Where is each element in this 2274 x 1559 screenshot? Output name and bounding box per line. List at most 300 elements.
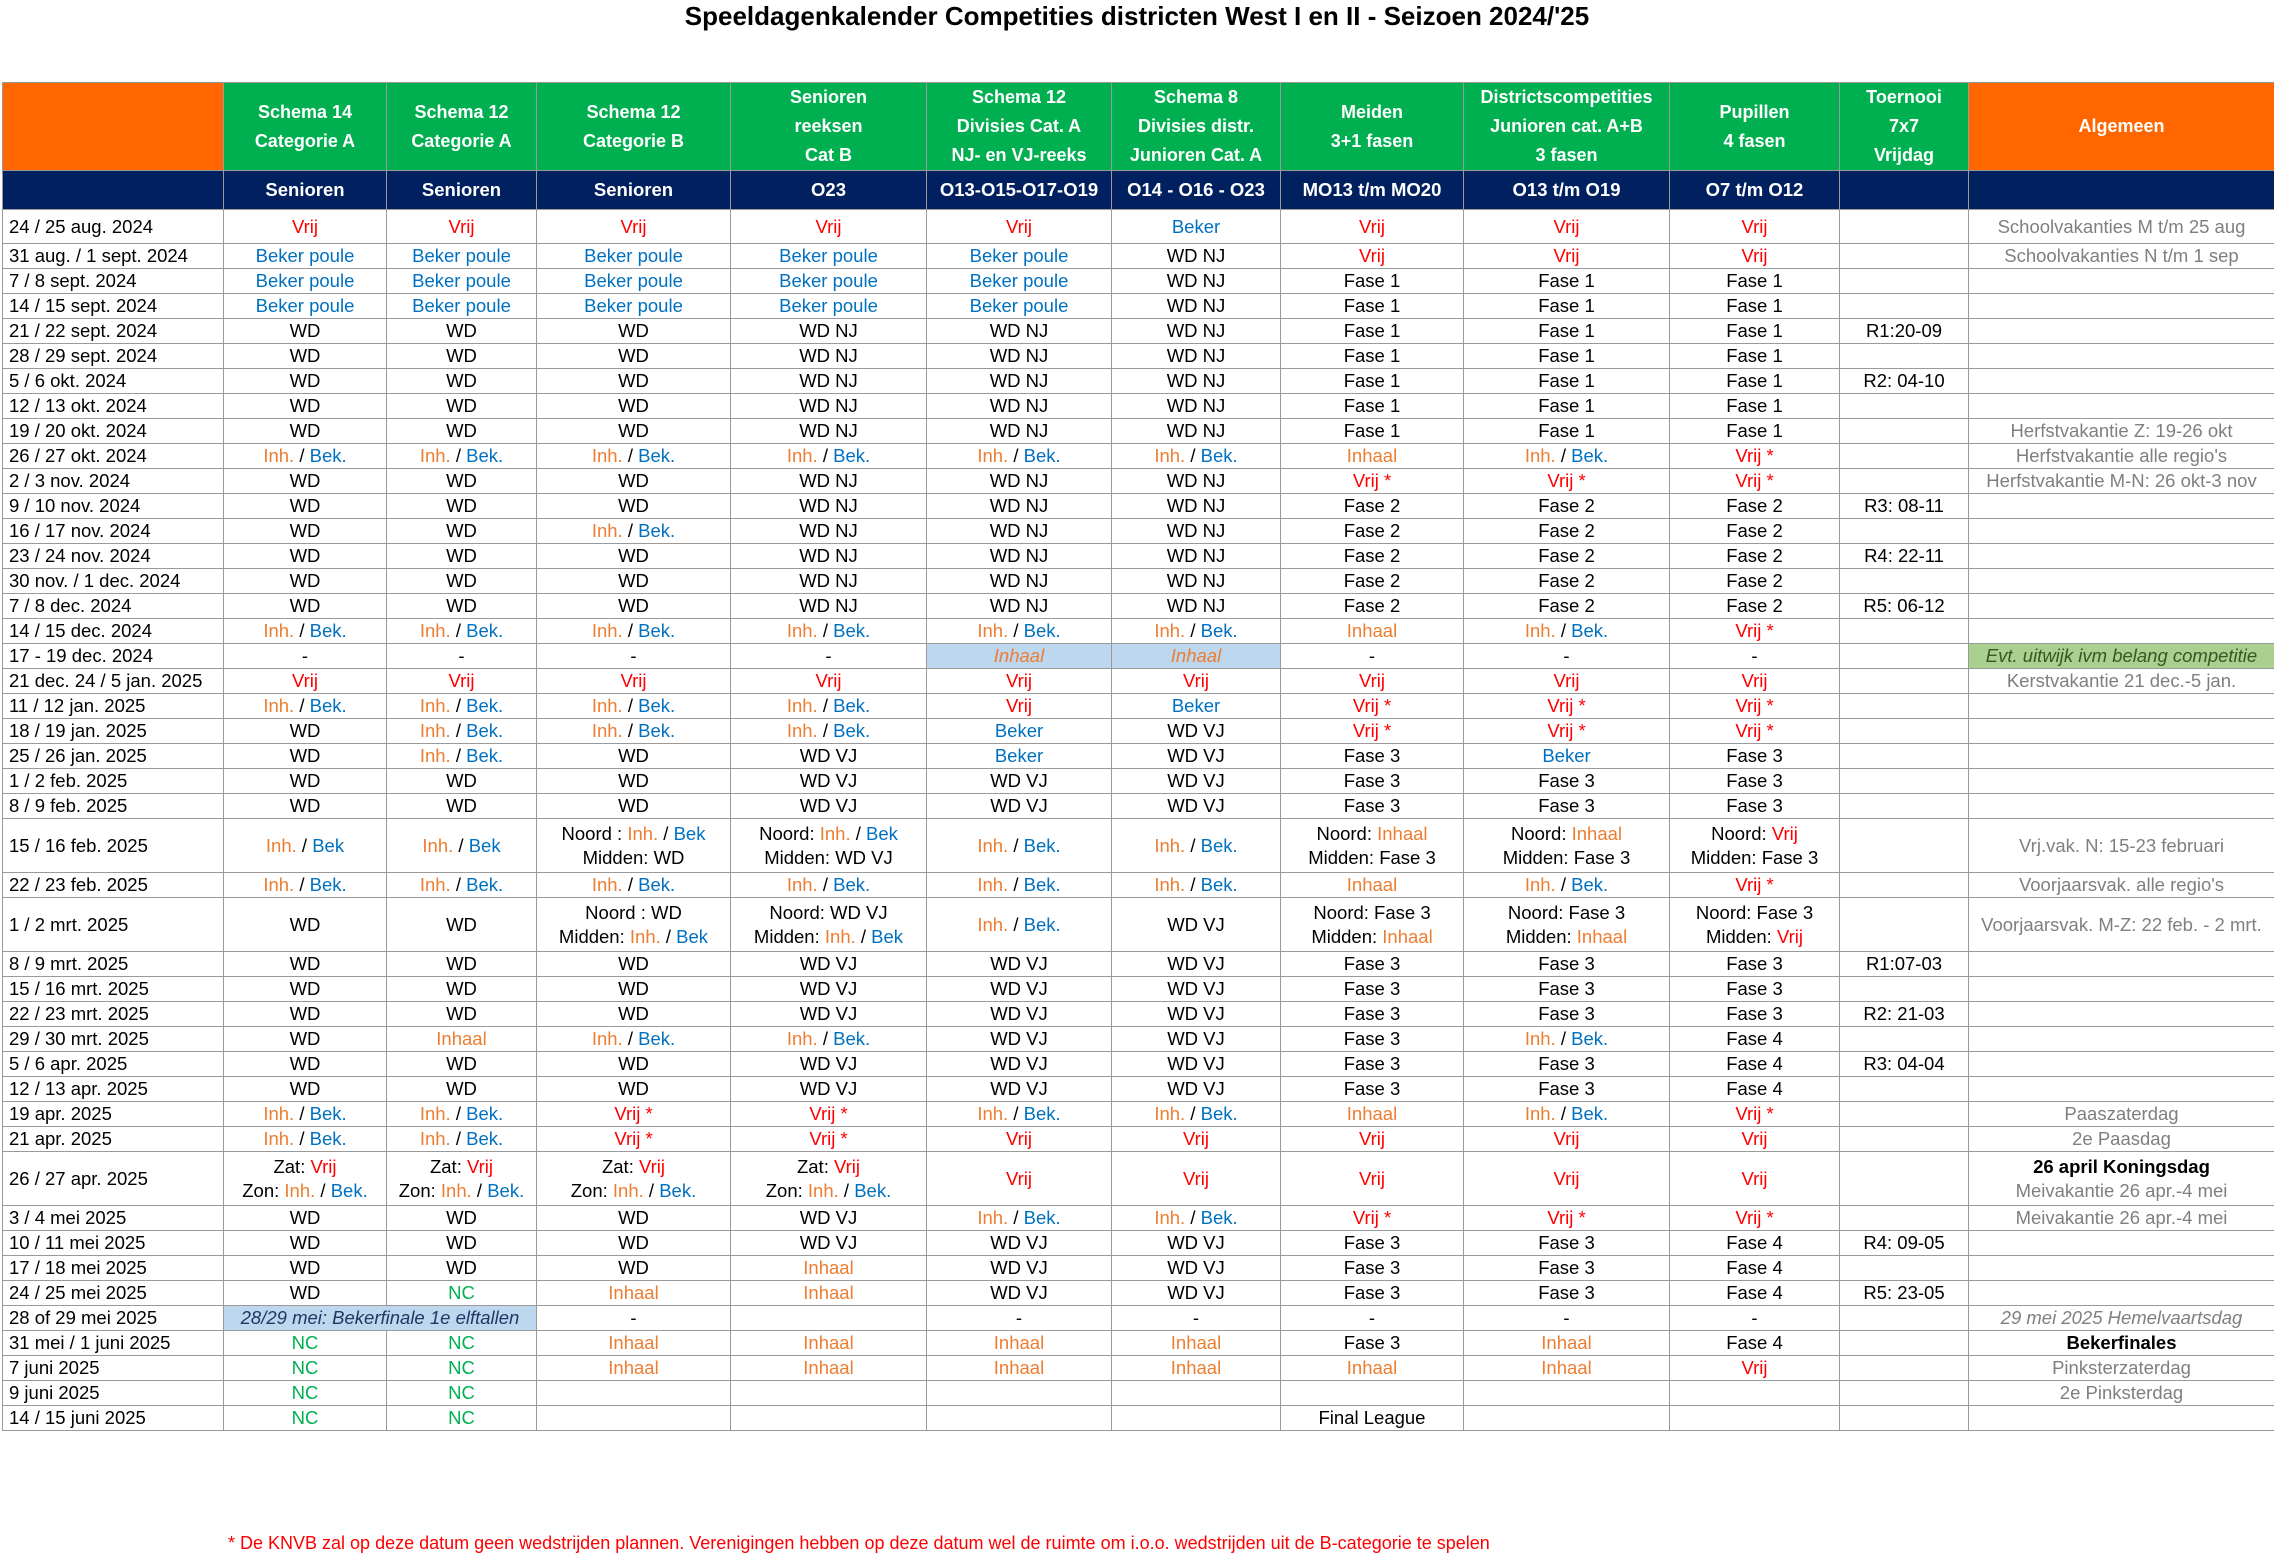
schedule-cell: WD <box>537 977 731 1002</box>
date-cell: 5 / 6 apr. 2025 <box>3 1052 224 1077</box>
schedule-cell: Fase 1 <box>1464 394 1670 419</box>
schedule-cell <box>1112 1381 1281 1406</box>
schedule-cell: WD VJ <box>927 952 1112 977</box>
schedule-cell: Beker poule <box>731 244 927 269</box>
schedule-cell: WD <box>387 1206 537 1231</box>
schedule-cell: Fase 3 <box>1281 1052 1464 1077</box>
schedule-cell: WD <box>224 1052 387 1077</box>
schedule-cell: NC <box>224 1356 387 1381</box>
date-cell: 21 apr. 2025 <box>3 1127 224 1152</box>
schedule-cell: Beker poule <box>537 244 731 269</box>
schedule-cell: Inh. / Bek. <box>731 444 927 469</box>
schedule-cell: Noord: Vrij Midden: Fase 3 <box>1670 819 1840 873</box>
schedule-cell: Fase 3 <box>1464 1231 1670 1256</box>
schedule-cell: Fase 1 <box>1670 344 1840 369</box>
schedule-cell: Fase 4 <box>1670 1281 1840 1306</box>
table-row <box>3 1281 2274 1306</box>
schedule-cell: WD <box>224 344 387 369</box>
schedule-cell <box>1840 1406 1969 1431</box>
schedule-cell: Fase 2 <box>1464 494 1670 519</box>
schedule-cell: WD <box>387 1002 537 1027</box>
schedule-cell <box>1840 1381 1969 1406</box>
schedule-cell: Vrij <box>731 210 927 244</box>
schedule-cell: WD <box>387 519 537 544</box>
schedule-cell <box>1969 294 2274 319</box>
date-cell: 7 / 8 sept. 2024 <box>3 269 224 294</box>
schedule-cell: Schoolvakanties N t/m 1 sep <box>1969 244 2274 269</box>
schedule-cell: WD VJ <box>927 1231 1112 1256</box>
schedule-cell: Inh. / Bek. <box>1464 873 1670 898</box>
schedule-cell: WD <box>387 544 537 569</box>
schedule-cell: Fase 2 <box>1464 544 1670 569</box>
schedule-cell: Inh. / Bek. <box>1464 1102 1670 1127</box>
schedule-cell: WD NJ <box>1112 594 1281 619</box>
schedule-cell: Fase 3 <box>1281 1331 1464 1356</box>
schedule-cell: Meivakantie 26 apr.-4 mei <box>1969 1206 2274 1231</box>
schedule-cell <box>1969 977 2274 1002</box>
schedule-cell: Fase 2 <box>1670 519 1840 544</box>
table-row <box>3 1002 2274 1027</box>
schedule-cell: WD NJ <box>927 594 1112 619</box>
column-subheader <box>1969 171 2274 210</box>
schedule-cell: Inhaal <box>1112 644 1281 669</box>
schedule-cell: NC <box>224 1331 387 1356</box>
table-row <box>3 1231 2274 1256</box>
schedule-cell: Beker <box>1112 210 1281 244</box>
schedule-cell: Inh. / Bek. <box>927 1102 1112 1127</box>
schedule-cell <box>1840 569 1969 594</box>
table-row <box>3 210 2274 244</box>
date-cell: 24 / 25 mei 2025 <box>3 1281 224 1306</box>
schedule-cell: Noord: WD VJ Midden: Inh. / Bek <box>731 898 927 952</box>
schedule-cell: Fase 3 <box>1464 1077 1670 1102</box>
date-cell: 29 / 30 mrt. 2025 <box>3 1027 224 1052</box>
table-row <box>3 519 2274 544</box>
schedule-cell: Inh. / Bek. <box>1112 1206 1281 1231</box>
schedule-cell: Beker poule <box>387 294 537 319</box>
column-header: Schema 14 Categorie A <box>224 83 387 171</box>
date-cell: 14 / 15 dec. 2024 <box>3 619 224 644</box>
schedule-cell <box>1840 444 1969 469</box>
schedule-cell: WD <box>387 1256 537 1281</box>
schedule-cell: WD NJ <box>731 419 927 444</box>
schedule-cell: Pinksterzaterdag <box>1969 1356 2274 1381</box>
schedule-cell: WD NJ <box>731 469 927 494</box>
schedule-cell <box>1840 769 1969 794</box>
schedule-cell: WD VJ <box>731 1206 927 1231</box>
schedule-cell: Vrij <box>1464 669 1670 694</box>
schedule-cell: Fase 3 <box>1464 794 1670 819</box>
schedule-cell: Zat: Vrij Zon: Inh. / Bek. <box>224 1152 387 1206</box>
column-subheader: Senioren <box>224 171 387 210</box>
schedule-cell: WD <box>537 769 731 794</box>
schedule-cell <box>731 1406 927 1431</box>
schedule-cell: - <box>1464 1306 1670 1331</box>
schedule-cell <box>1969 569 2274 594</box>
schedule-cell <box>1969 269 2274 294</box>
schedule-cell: R5: 23-05 <box>1840 1281 1969 1306</box>
schedule-cell: Vrij <box>537 210 731 244</box>
schedule-cell: Beker poule <box>927 294 1112 319</box>
schedule-cell: R4: 09-05 <box>1840 1231 1969 1256</box>
schedule-cell: WD <box>537 319 731 344</box>
schedule-cell: WD VJ <box>731 1052 927 1077</box>
table-row <box>3 1306 2274 1331</box>
schedule-cell: Fase 3 <box>1670 1002 1840 1027</box>
date-cell: 7 / 8 dec. 2024 <box>3 594 224 619</box>
schedule-cell: Vrij <box>1464 1127 1670 1152</box>
schedule-cell: - <box>1281 644 1464 669</box>
schedule-cell: - <box>387 644 537 669</box>
schedule-cell: Inh. / Bek. <box>927 819 1112 873</box>
date-cell: 9 / 10 nov. 2024 <box>3 494 224 519</box>
schedule-cell: NC <box>387 1331 537 1356</box>
schedule-cell: Inhaal <box>1281 1356 1464 1381</box>
schedule-cell: Inh. / Bek. <box>537 719 731 744</box>
schedule-cell: Vrij <box>1464 1152 1670 1206</box>
schedule-cell: Fase 3 <box>1464 769 1670 794</box>
table-row <box>3 1052 2274 1077</box>
schedule-cell: Fase 4 <box>1670 1331 1840 1356</box>
schedule-cell: R1:20-09 <box>1840 319 1969 344</box>
schedule-cell: Herfstvakantie M-N: 26 okt-3 nov <box>1969 469 2274 494</box>
schedule-cell: Vrij * <box>1670 619 1840 644</box>
table-row <box>3 544 2274 569</box>
table-body <box>3 210 2274 1431</box>
schedule-cell: WD <box>224 519 387 544</box>
schedule-cell: WD <box>537 1052 731 1077</box>
schedule-cell <box>537 1406 731 1431</box>
schedule-cell: Beker poule <box>224 244 387 269</box>
schedule-cell: Vrij * <box>731 1127 927 1152</box>
schedule-cell <box>1840 619 1969 644</box>
date-cell: 31 aug. / 1 sept. 2024 <box>3 244 224 269</box>
schedule-cell: Fase 1 <box>1281 344 1464 369</box>
schedule-cell: Inh. / Bek. <box>537 444 731 469</box>
table-row <box>3 369 2274 394</box>
schedule-cell: WD NJ <box>1112 469 1281 494</box>
schedule-cell: Fase 3 <box>1281 769 1464 794</box>
schedule-cell: WD <box>224 977 387 1002</box>
table-row <box>3 1127 2274 1152</box>
schedule-cell: Inhaal <box>537 1281 731 1306</box>
schedule-cell: Fase 3 <box>1670 744 1840 769</box>
table-row <box>3 469 2274 494</box>
schedule-cell: WD <box>387 369 537 394</box>
schedule-cell: Fase 2 <box>1281 519 1464 544</box>
schedule-cell: WD <box>537 1077 731 1102</box>
schedule-cell: Inhaal <box>1281 444 1464 469</box>
schedule-cell: WD <box>224 369 387 394</box>
schedule-cell: Fase 3 <box>1281 1256 1464 1281</box>
schedule-cell: Beker poule <box>731 294 927 319</box>
schedule-cell: - <box>1281 1306 1464 1331</box>
schedule-cell <box>1840 210 1969 244</box>
schedule-cell: Fase 2 <box>1464 569 1670 594</box>
table-row <box>3 1256 2274 1281</box>
schedule-cell: WD NJ <box>927 569 1112 594</box>
schedule-cell <box>1464 1381 1670 1406</box>
schedule-cell: Inh. / Bek. <box>731 1027 927 1052</box>
schedule-cell: WD VJ <box>1112 1256 1281 1281</box>
schedule-cell: WD VJ <box>1112 1077 1281 1102</box>
schedule-cell <box>1969 794 2274 819</box>
schedule-cell: Vrij <box>927 1127 1112 1152</box>
schedule-cell: Inh. / Bek. <box>224 444 387 469</box>
schedule-cell <box>927 1381 1112 1406</box>
schedule-cell: Inhaal <box>1112 1331 1281 1356</box>
schedule-cell <box>1969 1052 2274 1077</box>
schedule-cell: - <box>1670 1306 1840 1331</box>
schedule-cell: Fase 3 <box>1670 977 1840 1002</box>
schedule-cell: Inh. / Bek. <box>731 694 927 719</box>
date-cell: 3 / 4 mei 2025 <box>3 1206 224 1231</box>
schedule-cell: WD <box>224 1256 387 1281</box>
schedule-cell: Herfstvakantie alle regio's <box>1969 444 2274 469</box>
schedule-cell: WD <box>537 744 731 769</box>
schedule-cell <box>1840 1102 1969 1127</box>
schedule-cell: Inhaal <box>1281 873 1464 898</box>
date-cell: 5 / 6 okt. 2024 <box>3 369 224 394</box>
schedule-cell: Inh. / Bek. <box>1112 619 1281 644</box>
schedule-cell: WD <box>224 1002 387 1027</box>
schedule-cell: WD <box>224 594 387 619</box>
schedule-cell: WD VJ <box>927 1256 1112 1281</box>
schedule-cell: WD NJ <box>1112 419 1281 444</box>
schedule-cell: WD NJ <box>927 394 1112 419</box>
schedule-cell: WD <box>537 1002 731 1027</box>
date-cell: 15 / 16 mrt. 2025 <box>3 977 224 1002</box>
schedule-cell <box>1840 719 1969 744</box>
schedule-cell: Inh. / Bek. <box>1112 819 1281 873</box>
schedule-cell: WD <box>387 1052 537 1077</box>
schedule-cell: WD NJ <box>927 319 1112 344</box>
schedule-cell: Vrij * <box>1281 469 1464 494</box>
schedule-cell: Inh. / Bek. <box>224 619 387 644</box>
column-header: Schema 12 Categorie A <box>387 83 537 171</box>
schedule-cell: Vrij <box>927 694 1112 719</box>
schedule-cell <box>1840 694 1969 719</box>
schedule-cell: Zat: Vrij Zon: Inh. / Bek. <box>731 1152 927 1206</box>
schedule-cell: Vrij <box>1670 1127 1840 1152</box>
schedule-cell: WD VJ <box>1112 769 1281 794</box>
schedule-cell: Vrij * <box>1670 694 1840 719</box>
date-cell: 16 / 17 nov. 2024 <box>3 519 224 544</box>
schedule-cell: Inh. / Bek. <box>387 719 537 744</box>
column-header: Toernooi 7x7 Vrijdag <box>1840 83 1969 171</box>
schedule-cell: NC <box>224 1381 387 1406</box>
schedule-cell <box>1969 1027 2274 1052</box>
schedule-cell: WD <box>537 1206 731 1231</box>
schedule-cell: WD <box>537 1256 731 1281</box>
date-cell: 22 / 23 feb. 2025 <box>3 873 224 898</box>
table-row <box>3 1206 2274 1231</box>
schedule-cell: Fase 2 <box>1670 544 1840 569</box>
schedule-cell: Vrij * <box>1670 873 1840 898</box>
schedule-cell <box>1840 1356 1969 1381</box>
date-cell: 14 / 15 juni 2025 <box>3 1406 224 1431</box>
schedule-cell: WD <box>387 1231 537 1256</box>
schedule-cell: Inh. / Bek. <box>537 519 731 544</box>
schedule-cell: WD NJ <box>927 544 1112 569</box>
schedule-cell: Beker poule <box>387 244 537 269</box>
schedule-cell: WD <box>387 898 537 952</box>
column-header: Districtscompetities Junioren cat. A+B 3 fasen <box>1464 83 1670 171</box>
schedule-cell: Vrij <box>1281 1152 1464 1206</box>
schedule-cell: Vrij <box>537 669 731 694</box>
schedule-cell <box>1840 873 1969 898</box>
schedule-cell <box>1840 419 1969 444</box>
schedule-cell: WD <box>537 544 731 569</box>
schedule-cell: - <box>1464 644 1670 669</box>
schedule-cell: WD <box>224 744 387 769</box>
schedule-cell: Inh. / Bek. <box>1464 1027 1670 1052</box>
schedule-cell: WD NJ <box>1112 394 1281 419</box>
schedule-cell: Vrij * <box>1464 1206 1670 1231</box>
date-cell: 8 / 9 mrt. 2025 <box>3 952 224 977</box>
schedule-cell: Inh. / Bek. <box>387 1127 537 1152</box>
schedule-cell: Fase 1 <box>1670 394 1840 419</box>
schedule-cell: Fase 4 <box>1670 1027 1840 1052</box>
schedule-cell: Vrij <box>1464 244 1670 269</box>
date-cell: 1 / 2 feb. 2025 <box>3 769 224 794</box>
schedule-cell: - <box>537 644 731 669</box>
schedule-cell: Inhaal <box>537 1356 731 1381</box>
schedule-cell: WD NJ <box>1112 569 1281 594</box>
schedule-cell <box>1840 794 1969 819</box>
schedule-cell: Inh. / Bek. <box>537 1027 731 1052</box>
schedule-cell: WD <box>224 769 387 794</box>
table-row <box>3 1406 2274 1431</box>
schedule-cell <box>1969 769 2274 794</box>
schedule-cell: Voorjaarsvak. M-Z: 22 feb. - 2 mrt. <box>1969 898 2274 952</box>
schedule-cell: Vrij <box>1112 669 1281 694</box>
schedule-cell: Vrij * <box>1281 1206 1464 1231</box>
schedule-cell: Fase 1 <box>1464 419 1670 444</box>
column-subheader: O7 t/m O12 <box>1670 171 1840 210</box>
schedule-cell: Kerstvakantie 21 dec.-5 jan. <box>1969 669 2274 694</box>
schedule-cell <box>1969 1002 2274 1027</box>
schedule-cell: Inh. / Bek. <box>224 1102 387 1127</box>
schedule-cell: 29 mei 2025 Hemelvaartsdag <box>1969 1306 2274 1331</box>
table-row <box>3 794 2274 819</box>
schedule-cell: WD VJ <box>731 794 927 819</box>
schedule-cell: WD VJ <box>731 952 927 977</box>
schedule-cell: Inh. / Bek. <box>731 873 927 898</box>
date-cell: 12 / 13 okt. 2024 <box>3 394 224 419</box>
schedule-cell: WD VJ <box>927 1002 1112 1027</box>
schedule-cell <box>1840 394 1969 419</box>
schedule-cell: Noord : WD Midden: Inh. / Bek <box>537 898 731 952</box>
schedule-cell: Vrij <box>1281 210 1464 244</box>
calendar-table <box>2 82 2274 1431</box>
schedule-cell: Noord: Inhaal Midden: Fase 3 <box>1464 819 1670 873</box>
schedule-cell: Inh. / Bek. <box>927 1206 1112 1231</box>
schedule-cell: Inhaal <box>927 644 1112 669</box>
schedule-cell: Inh. / Bek. <box>387 444 537 469</box>
schedule-cell: Fase 1 <box>1281 419 1464 444</box>
schedule-cell: - <box>537 1306 731 1331</box>
schedule-cell <box>1840 344 1969 369</box>
schedule-cell: WD <box>387 319 537 344</box>
schedule-cell: WD NJ <box>927 519 1112 544</box>
schedule-cell: WD VJ <box>1112 898 1281 952</box>
schedule-cell: Fase 2 <box>1670 569 1840 594</box>
schedule-cell: WD <box>387 594 537 619</box>
schedule-cell <box>1969 952 2274 977</box>
schedule-cell: Fase 1 <box>1670 419 1840 444</box>
schedule-cell: WD NJ <box>1112 244 1281 269</box>
schedule-cell: Noord: Inhaal Midden: Fase 3 <box>1281 819 1464 873</box>
column-subheader: O14 - O16 - O23 <box>1112 171 1281 210</box>
schedule-cell: - <box>1112 1306 1281 1331</box>
schedule-cell: Fase 3 <box>1281 1077 1464 1102</box>
schedule-cell: WD <box>224 419 387 444</box>
schedule-cell: NC <box>387 1356 537 1381</box>
schedule-cell: WD <box>387 569 537 594</box>
column-header: Pupillen 4 fasen <box>1670 83 1840 171</box>
schedule-cell: WD <box>537 794 731 819</box>
schedule-cell: WD NJ <box>927 344 1112 369</box>
schedule-cell: WD NJ <box>1112 344 1281 369</box>
schedule-cell: WD VJ <box>927 1027 1112 1052</box>
table-row <box>3 1077 2274 1102</box>
schedule-cell: Vrij <box>1281 244 1464 269</box>
schedule-cell: Bekerfinales <box>1969 1331 2274 1356</box>
schedule-cell <box>1840 644 1969 669</box>
schedule-cell: WD <box>224 1077 387 1102</box>
schedule-cell: Vrj.vak. N: 15-23 februari <box>1969 819 2274 873</box>
schedule-cell: WD NJ <box>1112 269 1281 294</box>
schedule-cell: Fase 3 <box>1464 1281 1670 1306</box>
schedule-cell <box>1840 469 1969 494</box>
schedule-cell: Fase 4 <box>1670 1077 1840 1102</box>
schedule-cell <box>731 1381 927 1406</box>
schedule-cell: Fase 3 <box>1464 1002 1670 1027</box>
schedule-cell: WD NJ <box>731 519 927 544</box>
schedule-cell: Fase 3 <box>1281 1281 1464 1306</box>
schedule-cell: WD <box>224 494 387 519</box>
footnote: * De KNVB zal op deze datum geen wedstrijden plannen. Verenigingen hebben op deze datum wel de ruimte om i.o.o. wedstrijden uit de B-categorie te spelen <box>228 1533 1490 1553</box>
schedule-cell: WD <box>537 594 731 619</box>
schedule-cell: WD VJ <box>927 1281 1112 1306</box>
schedule-cell: Fase 3 <box>1464 1256 1670 1281</box>
schedule-cell: WD <box>224 469 387 494</box>
schedule-cell: WD VJ <box>731 1077 927 1102</box>
schedule-cell: Beker poule <box>537 269 731 294</box>
schedule-cell <box>1969 594 2274 619</box>
schedule-cell: Inhaal <box>731 1256 927 1281</box>
schedule-cell: Fase 2 <box>1464 594 1670 619</box>
schedule-cell: Fase 1 <box>1464 319 1670 344</box>
schedule-cell: Vrij * <box>537 1102 731 1127</box>
column-subheader: O13-O15-O17-O19 <box>927 171 1112 210</box>
schedule-cell: - <box>224 644 387 669</box>
schedule-cell: WD NJ <box>1112 494 1281 519</box>
schedule-cell: Inh. / Bek. <box>387 619 537 644</box>
table-row <box>3 1356 2274 1381</box>
schedule-cell <box>1969 544 2274 569</box>
schedule-cell: Fase 1 <box>1281 269 1464 294</box>
table-row <box>3 394 2274 419</box>
schedule-cell: Paaszaterdag <box>1969 1102 2274 1127</box>
date-cell: 21 / 22 sept. 2024 <box>3 319 224 344</box>
schedule-cell: WD NJ <box>1112 294 1281 319</box>
column-header: Schema 8 Divisies distr. Junioren Cat. A <box>1112 83 1281 171</box>
schedule-cell: Inh. / Bek. <box>927 873 1112 898</box>
column-subheader: O23 <box>731 171 927 210</box>
schedule-cell: - <box>731 644 927 669</box>
